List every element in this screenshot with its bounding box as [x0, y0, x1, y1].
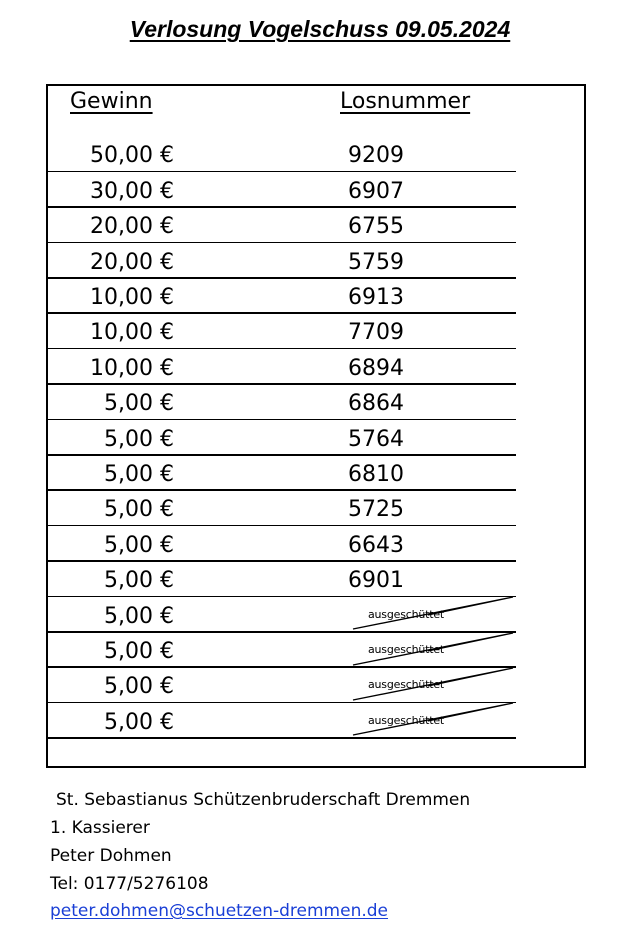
table-row	[46, 349, 516, 384]
ticket-number: 6864	[348, 391, 404, 417]
prize-amount: 5,00 €	[104, 497, 174, 523]
ticket-number: 6643	[348, 532, 404, 558]
prize-amount: 5,00 €	[104, 603, 174, 629]
paid-out-note: ausgeschüttet	[368, 678, 445, 692]
strike-through-mark	[308, 664, 518, 704]
table-row	[46, 668, 516, 703]
table-row	[46, 526, 516, 561]
prize-amount: 50,00 €	[90, 143, 174, 169]
prize-amount: 5,00 €	[104, 709, 174, 735]
paid-out-note: ausgeschüttet	[368, 713, 445, 727]
table-row	[46, 420, 516, 455]
ticket-number: 6901	[348, 568, 404, 594]
table-row	[46, 491, 516, 526]
ticket-number: 6913	[348, 284, 404, 310]
footer-organization: St. Sebastianus Schützenbruderschaft Dremmen	[56, 790, 471, 810]
strike-through-mark	[308, 593, 518, 633]
table-row	[46, 562, 516, 597]
strike-through-mark	[308, 629, 518, 669]
prize-amount: 5,00 €	[104, 638, 174, 664]
table-row	[46, 633, 516, 668]
table-row	[46, 314, 516, 349]
ticket-number: 6907	[348, 178, 404, 204]
footer-email-link[interactable]: peter.dohmen@schuetzen-dremmen.de	[50, 901, 389, 921]
header-gewinn: Gewinn	[70, 89, 153, 114]
ticket-number: 5725	[348, 497, 404, 523]
strike-through-mark	[308, 699, 518, 739]
table-row	[46, 243, 516, 278]
footer-role: 1. Kassierer	[50, 818, 150, 838]
prize-amount: 5,00 €	[104, 391, 174, 417]
row-divider	[46, 737, 516, 739]
paid-out-note: ausgeschüttet	[368, 607, 445, 621]
table-row	[46, 208, 516, 243]
prize-amount: 30,00 €	[90, 178, 174, 204]
page-title: Verlosung Vogelschuss 09.05.2024	[129, 16, 511, 42]
prize-amount: 5,00 €	[104, 426, 174, 452]
ticket-number: 7709	[348, 320, 404, 346]
prize-amount: 20,00 €	[90, 214, 174, 240]
table-row	[46, 456, 516, 491]
ticket-number: 9209	[348, 143, 404, 169]
table-row	[46, 172, 516, 207]
table-row	[46, 385, 516, 420]
footer-name: Peter Dohmen	[50, 846, 172, 866]
prize-amount: 10,00 €	[90, 284, 174, 310]
header-losnummer: Losnummer	[340, 89, 471, 114]
prize-amount: 20,00 €	[90, 249, 174, 275]
ticket-number: 5759	[348, 249, 404, 275]
footer-phone: Tel: 0177/5276108	[50, 874, 209, 894]
prize-amount: 5,00 €	[104, 568, 174, 594]
prize-amount: 10,00 €	[90, 355, 174, 381]
table-row	[46, 597, 516, 632]
ticket-number: 5764	[348, 426, 404, 452]
prize-amount: 5,00 €	[104, 461, 174, 487]
table-row	[46, 703, 516, 738]
paid-out-note: ausgeschüttet	[368, 642, 445, 656]
table-row	[46, 279, 516, 314]
ticket-number: 6810	[348, 461, 404, 487]
prize-amount: 5,00 €	[104, 532, 174, 558]
table-row	[46, 137, 516, 172]
prize-amount: 5,00 €	[104, 674, 174, 700]
ticket-number: 6755	[348, 214, 404, 240]
ticket-number: 6894	[348, 355, 404, 381]
prize-amount: 10,00 €	[90, 320, 174, 346]
